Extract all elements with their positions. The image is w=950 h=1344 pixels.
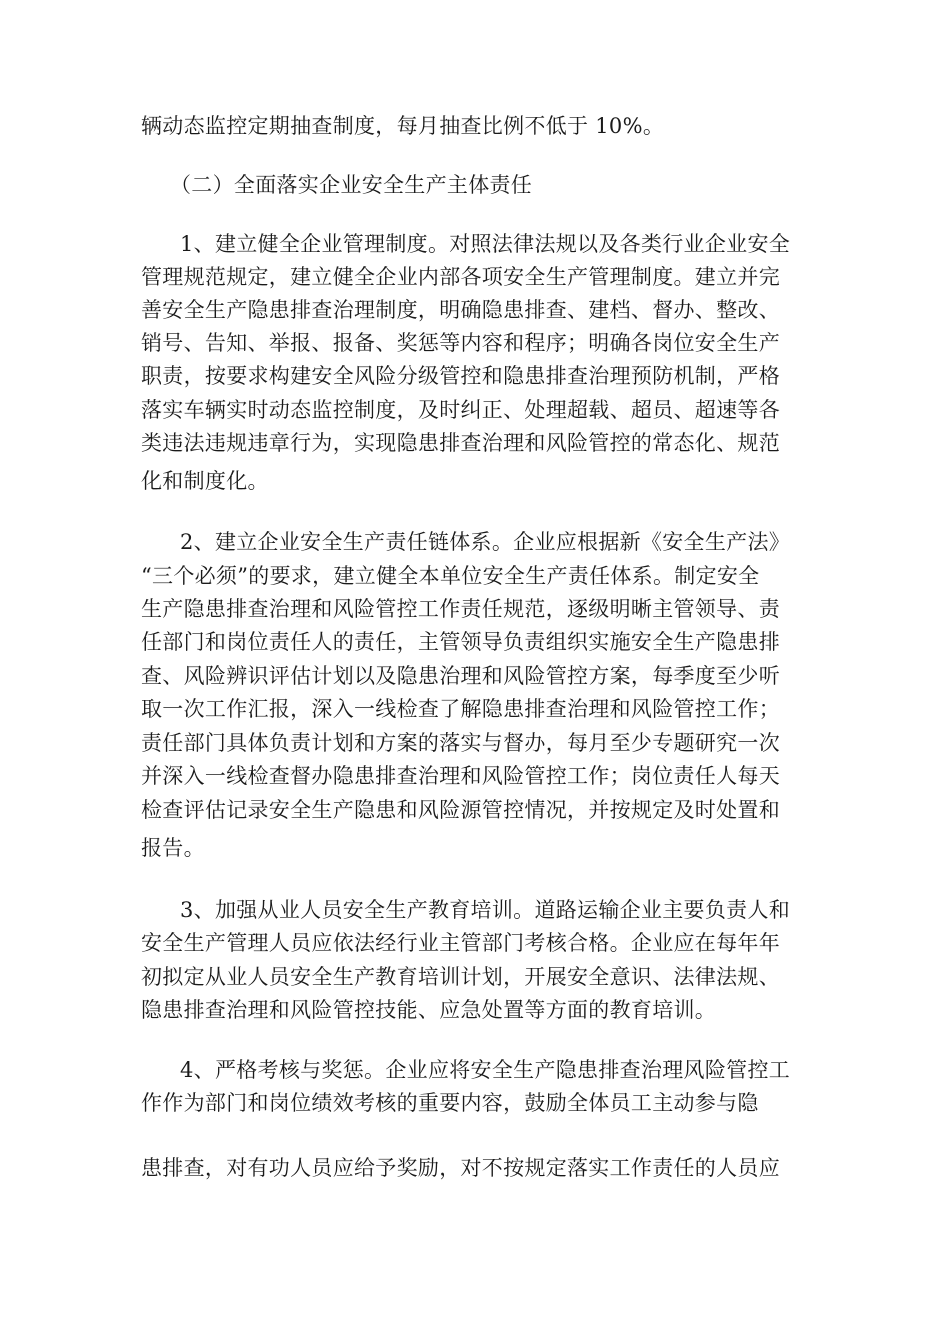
text-line: 患排查，对有功人员应给予奖励，对不按规定落实工作责任的人员应 (141, 1156, 780, 1180)
text-line: 取一次工作汇报，深入一线检查了解隐患排查治理和风险管控工作； (141, 697, 780, 721)
text-line: 查、风险辨识评估计划以及隐患治理和风险管控方案，每季度至少听 (141, 664, 780, 688)
text-line: 4、严格考核与奖惩。企业应将安全生产隐患排查治理风险管控工 (180, 1058, 791, 1082)
text-line: 1、建立健全企业管理制度。对照法律法规以及各类行业企业安全 (180, 232, 791, 256)
text-line: 并深入一线检查督办隐患排查治理和风险管控工作；岗位责任人每天 (141, 764, 780, 788)
text-line: 报告。 (141, 836, 205, 860)
text-line: 落实车辆实时动态监控制度，及时纠正、处理超载、超员、超速等各 (141, 398, 780, 422)
text-line: 辆动态监控定期抽查制度，每月抽查比例不低于 10%。 (141, 114, 665, 138)
text-line: 化和制度化。 (141, 469, 269, 493)
text-line: 类违法违规违章行为，实现隐患排查治理和风险管控的常态化、规范 (141, 431, 780, 455)
text-line: 责任部门具体负责计划和方案的落实与督办，每月至少专题研究一次 (141, 731, 780, 755)
text-line: 隐患排查治理和风险管控技能、应急处置等方面的教育培训。 (141, 998, 717, 1022)
text-line: 生产隐患排查治理和风险管控工作责任规范，逐级明晰主管领导、责 (141, 597, 780, 621)
text-line: 初拟定从业人员安全生产教育培训计划，开展安全意识、法律法规、 (141, 965, 780, 989)
text-line: 管理规范规定，建立健全企业内部各项安全生产管理制度。建立并完 (141, 265, 780, 289)
text-line: 任部门和岗位责任人的责任，主管领导负责组织实施安全生产隐患排 (141, 630, 780, 654)
text-line: “三个必须”的要求，建立健全本单位安全生产责任体系。制定安全 (141, 564, 760, 588)
text-line: 销号、告知、举报、报备、奖惩等内容和程序；明确各岗位安全生产 (141, 331, 780, 355)
text-line: 2、建立企业安全生产责任链体系。企业应根据新《安全生产法》 (180, 530, 791, 554)
section-heading: （二）全面落实企业安全生产主体责任 (170, 173, 533, 197)
text-line: 作作为部门和岗位绩效考核的重要内容，鼓励全体员工主动参与隐 (141, 1091, 759, 1115)
text-line: 3、加强从业人员安全生产教育培训。道路运输企业主要负责人和 (180, 898, 791, 922)
text-line: 职责，按要求构建安全风险分级管控和隐患排查治理预防机制，严格 (141, 364, 780, 388)
text-line: 善安全生产隐患排查治理制度，明确隐患排查、建档、督办、整改、 (141, 298, 780, 322)
text-line: 检查评估记录安全生产隐患和风险源管控情况，并按规定及时处置和 (141, 798, 780, 822)
text-line: 安全生产管理人员应依法经行业主管部门考核合格。企业应在每年年 (141, 931, 780, 955)
